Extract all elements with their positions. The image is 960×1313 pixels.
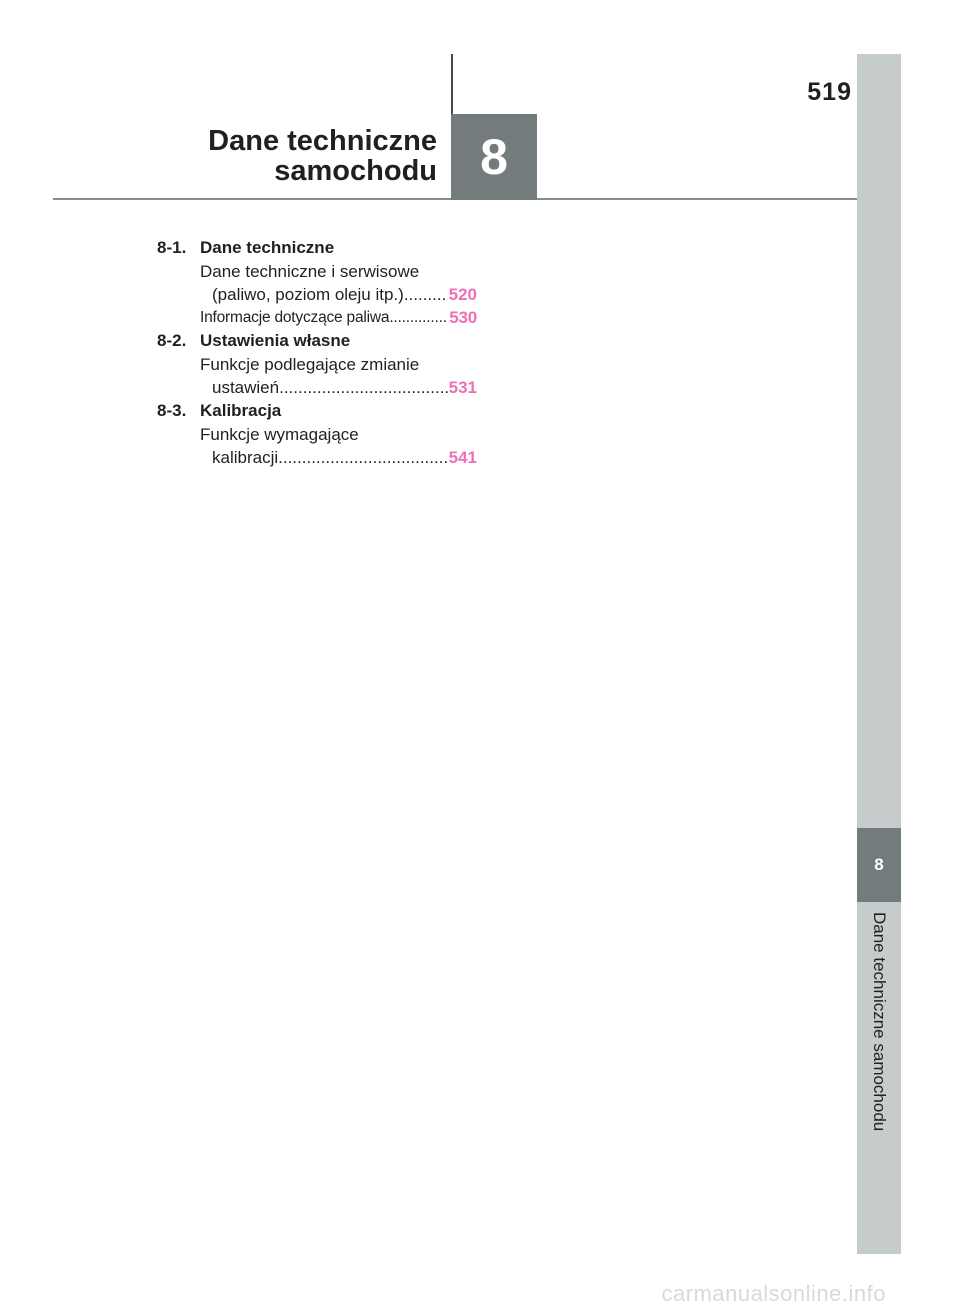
entry-title-line-1: Dane techniczne i serwisowe — [200, 262, 420, 281]
entry-title-line-1: Funkcje wymagające — [200, 425, 359, 444]
entry-title-line-2: kalibracji — [212, 448, 279, 467]
section-number: 8-2. — [157, 331, 187, 350]
page-number: 519 — [807, 78, 852, 106]
dot-leader — [404, 283, 448, 306]
toc-entry[interactable] — [200, 306, 477, 329]
dot-leader — [279, 376, 448, 399]
toc-entry[interactable] — [200, 260, 477, 306]
entry-title-line-2: (paliwo, poziom oleju itp.) — [212, 285, 404, 304]
side-tab-label: Dane techniczne samochodu — [870, 912, 889, 1132]
section-title: Ustawienia własne — [200, 331, 351, 350]
entry-page-link[interactable]: 520 — [448, 285, 477, 304]
toc-entry[interactable] — [200, 423, 477, 469]
dot-leader — [278, 446, 447, 469]
entry-title-line-1: Funkcje podlegające zmianie — [200, 355, 420, 374]
entry-page-link[interactable]: 541 — [448, 448, 477, 467]
side-tab-chapter-number[interactable]: 8 — [857, 828, 901, 902]
entry-page-link[interactable]: 530 — [449, 308, 477, 327]
toc-section-8-3[interactable] — [157, 399, 477, 422]
toc-section-8-2[interactable] — [157, 329, 477, 352]
section-title: Kalibracja — [200, 401, 282, 420]
entry-page-link[interactable]: 531 — [448, 378, 477, 397]
dot-leader — [389, 306, 448, 329]
chapter-title-line-1: Dane techniczne — [208, 125, 437, 157]
entry-title: Informacje dotyczące paliwa — [200, 309, 390, 326]
chapter-title — [208, 126, 437, 186]
toc-section-8-1[interactable] — [157, 236, 477, 259]
watermark: carmanualsonline.info — [661, 1281, 886, 1306]
toc-entry[interactable] — [200, 353, 477, 399]
section-title: Dane techniczne — [200, 238, 335, 257]
table-of-contents — [157, 236, 477, 469]
section-number: 8-3. — [157, 401, 187, 420]
section-number: 8-1. — [157, 238, 187, 257]
chapter-number-box: 8 — [451, 114, 537, 200]
entry-title-line-2: ustawień — [212, 378, 280, 397]
chapter-title-line-2: samochodu — [274, 155, 437, 187]
